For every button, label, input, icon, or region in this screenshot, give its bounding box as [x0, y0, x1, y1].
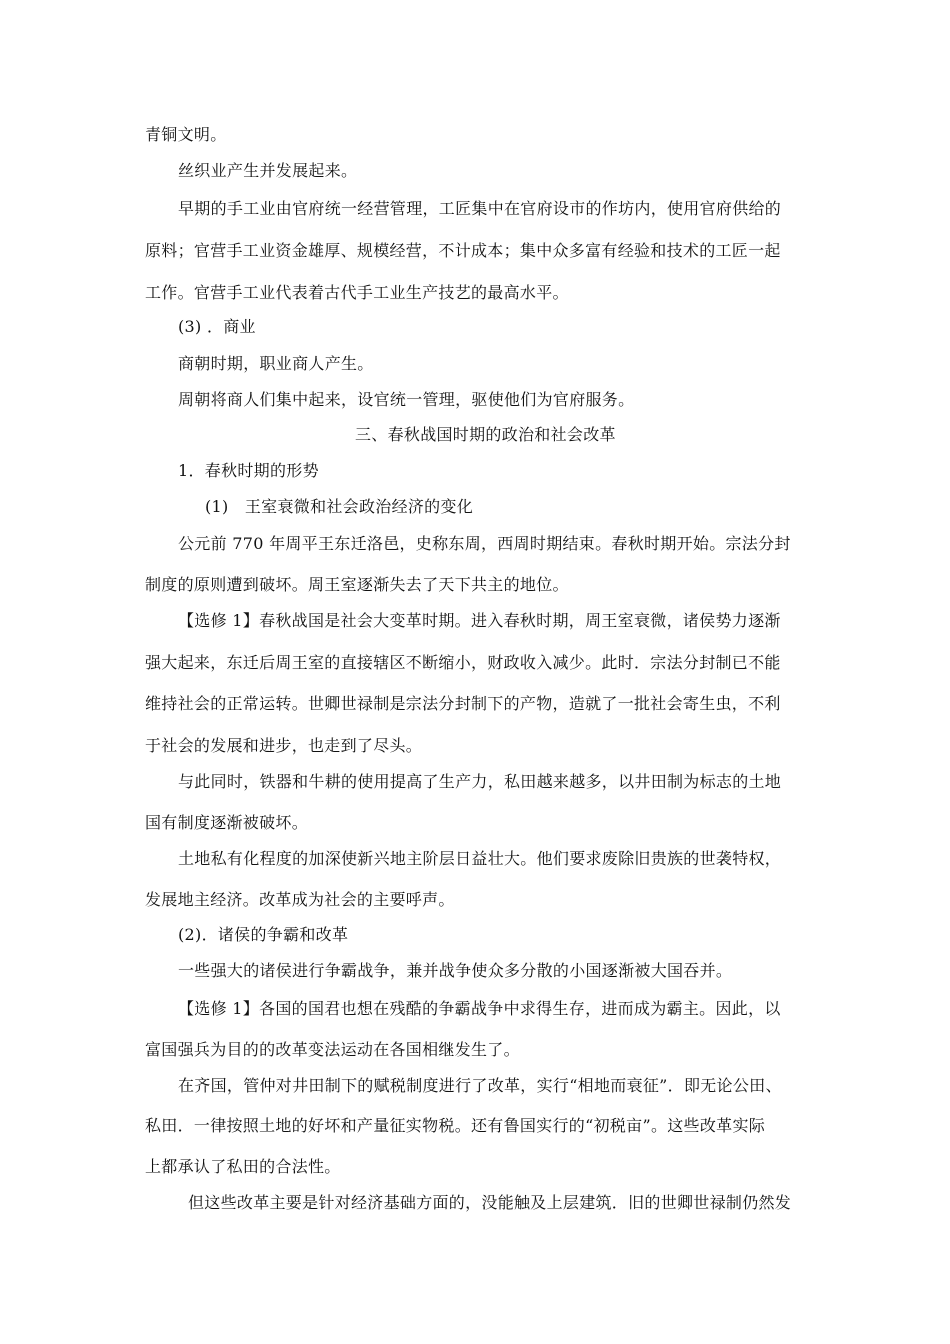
text-line: 在齐国，管仲对井田制下的赋税制度进行了改革，实行“相地而衰征”．即无论公田、 [178, 1076, 782, 1095]
section-heading: (1) 王室衰微和社会政治经济的变化 [205, 497, 474, 516]
section-heading: (3) ．商业 [178, 317, 256, 336]
text-line: 土地私有化程度的加深使新兴地主阶层日益壮大。他们要求废除旧贵族的世袭特权， [178, 849, 782, 868]
text-line: 商朝时期，职业商人产生。 [178, 354, 374, 373]
text-line: 于社会的发展和进步，也走到了尽头。 [145, 736, 423, 755]
section-heading: 1．春秋时期的形势 [178, 461, 319, 480]
text-line: 公元前 770 年周平王东迁洛邑，史称东周，西周时期结束。春秋时期开始。宗法分封 [178, 534, 791, 553]
text-line: 早期的手工业由官府统一经营管理，工匠集中在官府设市的作坊内，使用官府供给的 [178, 199, 782, 218]
text-line: 私田．一律按照土地的好坏和产量征实物税。还有鲁国实行的“初税亩”。这些改革实际 [145, 1116, 766, 1135]
text-line: 富国强兵为目的的改革变法运动在各国相继发生了。 [145, 1040, 520, 1059]
text-line: 上都承认了私田的合法性。 [145, 1157, 341, 1176]
text-line: 【选修 1】各国的国君也想在残酷的争霸战争中求得生存，进而成为霸主。因此，以 [178, 999, 781, 1018]
text-line: 与此同时，铁器和牛耕的使用提高了生产力，私田越来越多，以井田制为标志的土地 [178, 772, 782, 791]
text-line: 丝织业产生并发展起来。 [178, 161, 358, 180]
text-line: 但这些改革主要是针对经济基础方面的，没能触及上层建筑．旧的世卿世禄制仍然发 [188, 1193, 792, 1212]
section-heading: (2)．诸侯的争霸和改革 [178, 925, 349, 944]
text-line: 工作。官营手工业代表着古代手工业生产技艺的最高水平。 [145, 283, 569, 302]
text-line: 一些强大的诸侯进行争霸战争，兼并战争使众多分散的小国逐渐被大国吞并。 [178, 961, 733, 980]
text-line: 原料；官营手工业资金雄厚、规模经营，不计成本；集中众多富有经验和技术的工匠一起 [145, 241, 781, 260]
text-line: 周朝将商人们集中起来，设官统一管理，驱使他们为官府服务。 [178, 390, 635, 409]
chapter-heading: 三、春秋战国时期的政治和社会改革 [355, 425, 616, 444]
text-line: 制度的原则遭到破坏。周王室逐渐失去了天下共主的地位。 [145, 575, 569, 594]
text-line: 青铜文明。 [145, 125, 227, 144]
text-line: 国有制度逐渐被破坏。 [145, 813, 309, 832]
text-line: 【选修 1】春秋战国是社会大变革时期。进入春秋时期，周王室衰微，诸侯势力逐渐 [178, 611, 781, 630]
text-line: 发展地主经济。改革成为社会的主要呼声。 [145, 890, 455, 909]
text-line: 强大起来，东迁后周王室的直接辖区不断缩小，财政收入减少。此时．宗法分封制已不能 [145, 653, 781, 672]
text-line: 维持社会的正常运转。世卿世禄制是宗法分封制下的产物，造就了一批社会寄生虫，不利 [145, 694, 781, 713]
